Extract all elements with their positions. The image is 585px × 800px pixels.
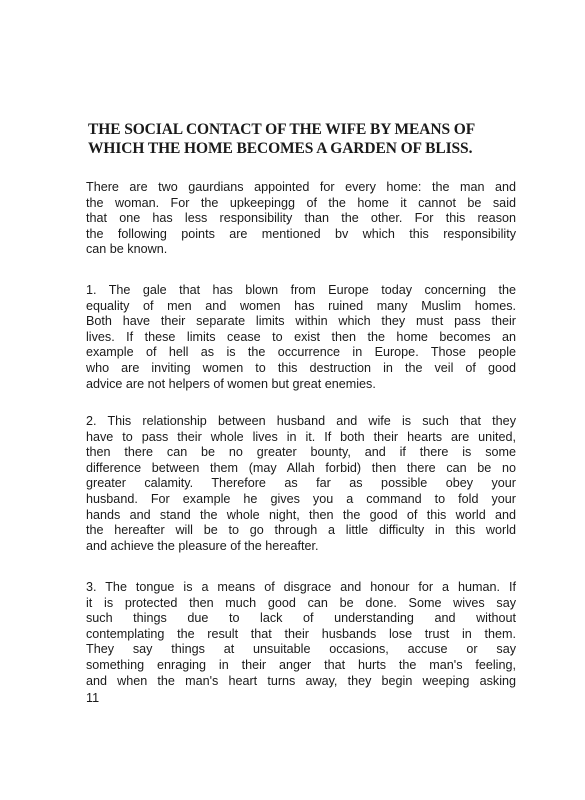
text-line: then there can be no greater bounty, and if there is some bbox=[86, 445, 516, 460]
text-line: the hereafter will be to go through a little difficulty in this world bbox=[86, 523, 516, 538]
paragraph-point-1 bbox=[86, 283, 516, 392]
text-line: and achieve the pleasure of the hereafter. bbox=[86, 538, 319, 553]
chapter-title-line: WHICH THE HOME BECOMES A GARDEN OF BLISS. bbox=[88, 140, 473, 157]
text-line: 1. The gale that has blown from Europe today concerning the bbox=[86, 283, 516, 297]
text-line: the woman. For the upkeepingg of the home it cannot be said bbox=[86, 195, 516, 210]
chapter-title bbox=[88, 120, 528, 158]
text-line: something enraging in their anger that hurts the man's feeling, bbox=[86, 657, 516, 672]
text-line: greater calamity. Therefore as far as possible obey your bbox=[86, 476, 516, 491]
text-line: example of hell as is the occurrence in Europe. Those people bbox=[86, 345, 516, 360]
paragraph-point-2 bbox=[86, 414, 516, 554]
text-line: can be known. bbox=[86, 242, 168, 257]
text-line: equality of men and women has ruined many Muslim homes. bbox=[86, 298, 516, 313]
text-line: husband. For example he gives you a command to fold your bbox=[86, 491, 516, 506]
text-line: Both have their separate limits within which they must pass their bbox=[86, 314, 516, 329]
text-line: difference between them (may Allah forbid) then there can be no bbox=[86, 460, 516, 475]
text-line: that one has less responsibility than the other. For this reason bbox=[86, 211, 516, 226]
text-line: They say things at unsuitable occasions, accuse or say bbox=[86, 642, 516, 657]
text-line: have to pass their whole lives in it. If both their hearts are united, bbox=[86, 429, 516, 444]
paragraph-point-3 bbox=[86, 580, 516, 689]
text-line: There are two gaurdians appointed for every home: the man and bbox=[86, 180, 516, 194]
text-line: lives. If these limits cease to exist then the home becomes an bbox=[86, 329, 516, 344]
text-line: it is protected then much good can be done. Some wives say bbox=[86, 595, 516, 610]
page-number: 11 bbox=[86, 691, 100, 705]
text-line: who are inviting women to this destruction in the veil of good bbox=[86, 360, 516, 375]
text-line: advice are not helpers of women but great enemies. bbox=[86, 376, 376, 391]
chapter-title-line: THE SOCIAL CONTACT OF THE WIFE BY MEANS OF bbox=[88, 121, 476, 138]
paragraph-intro bbox=[86, 180, 516, 258]
text-line: such things due to lack of understanding and without bbox=[86, 611, 516, 626]
text-line: and when the man's heart turns away, they begin weeping asking bbox=[86, 673, 516, 688]
text-line: hands and stand the whole night, then the good of this world and bbox=[86, 507, 516, 522]
text-line: 2. This relationship between husband and wife is such that they bbox=[86, 414, 516, 428]
text-line: contemplating the result that their husbands lose trust in them. bbox=[86, 626, 516, 641]
text-line: the following points are mentioned bv which this responsibility bbox=[86, 226, 516, 241]
text-line: 3. The tongue is a means of disgrace and honour for a human. If bbox=[86, 580, 516, 594]
